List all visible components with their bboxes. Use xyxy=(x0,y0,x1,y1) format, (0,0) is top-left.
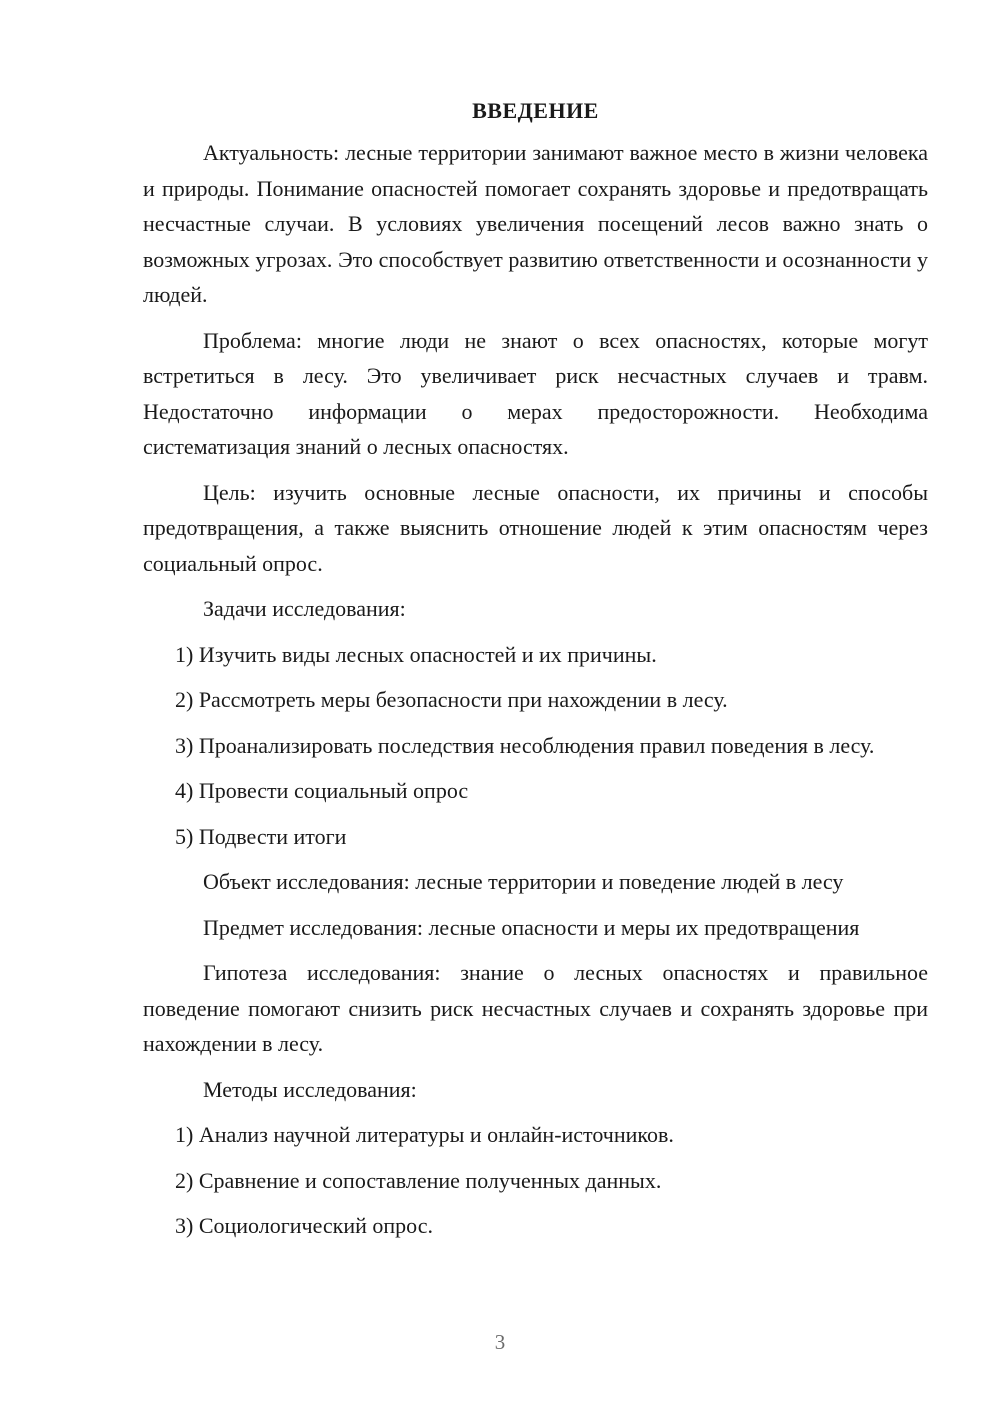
method-item-2: 2) Сравнение и сопоставление полученных данных. xyxy=(175,1167,662,1193)
method-item-1: 1) Анализ научной литературы и онлайн-источников. xyxy=(175,1122,674,1147)
paragraph-object: Объект исследования: лесные территории и поведение людей в лесу xyxy=(203,869,844,894)
tasks-heading: Задачи исследования: xyxy=(203,596,406,621)
task-item-5: 5) Подвести итоги xyxy=(175,823,347,849)
paragraph-hypothesis: Гипотеза исследования: знание о лесных опасностях и правильное поведение помогают снизить риск несчастных случаев и сохранять здоровье при нахождении в лесу. xyxy=(143,960,928,1056)
page-number: 3 xyxy=(494,1330,506,1354)
task-item-3: 3) Проанализировать последствия несоблюдения правил поведения в лесу. xyxy=(175,732,875,758)
task-item-4: 4) Провести социальный опрос xyxy=(175,778,469,803)
paragraph-relevance: Актуальность: лесные территории занимают важное место в жизни человека и природы. Понимание опасностей помогает сохранять здоровье и предотвращать несчастные случаи. В условиях увеличения посещений лесов важно знать о возможных угрозах. Это способствует развитию ответственности и осознанности у людей. xyxy=(143,140,928,307)
page-title: ВВЕДЕНИЕ xyxy=(472,98,599,123)
method-item-3: 3) Социологический опрос. xyxy=(175,1213,433,1238)
task-item-2: 2) Рассмотреть меры безопасности при нахождении в лесу. xyxy=(175,687,728,712)
paragraph-subject: Предмет исследования: лесные опасности и меры их предотвращения xyxy=(203,914,860,940)
methods-heading: Методы исследования: xyxy=(203,1076,417,1102)
paragraph-problem: Проблема: многие люди не знают о всех опасностях, которые могут встретиться в лесу. Это увеличивает риск несчастных случаев и травм. Недостаточно информации о мерах предосторожности. Необходима систематизация знаний о лесных опасностях. xyxy=(143,327,928,459)
task-item-1: 1) Изучить виды лесных опасностей и их причины. xyxy=(175,641,657,667)
paragraph-goal: Цель: изучить основные лесные опасности, их причины и способы предотвращения, а также выяснить отношение людей к этим опасностям через социальный опрос. xyxy=(143,479,928,576)
